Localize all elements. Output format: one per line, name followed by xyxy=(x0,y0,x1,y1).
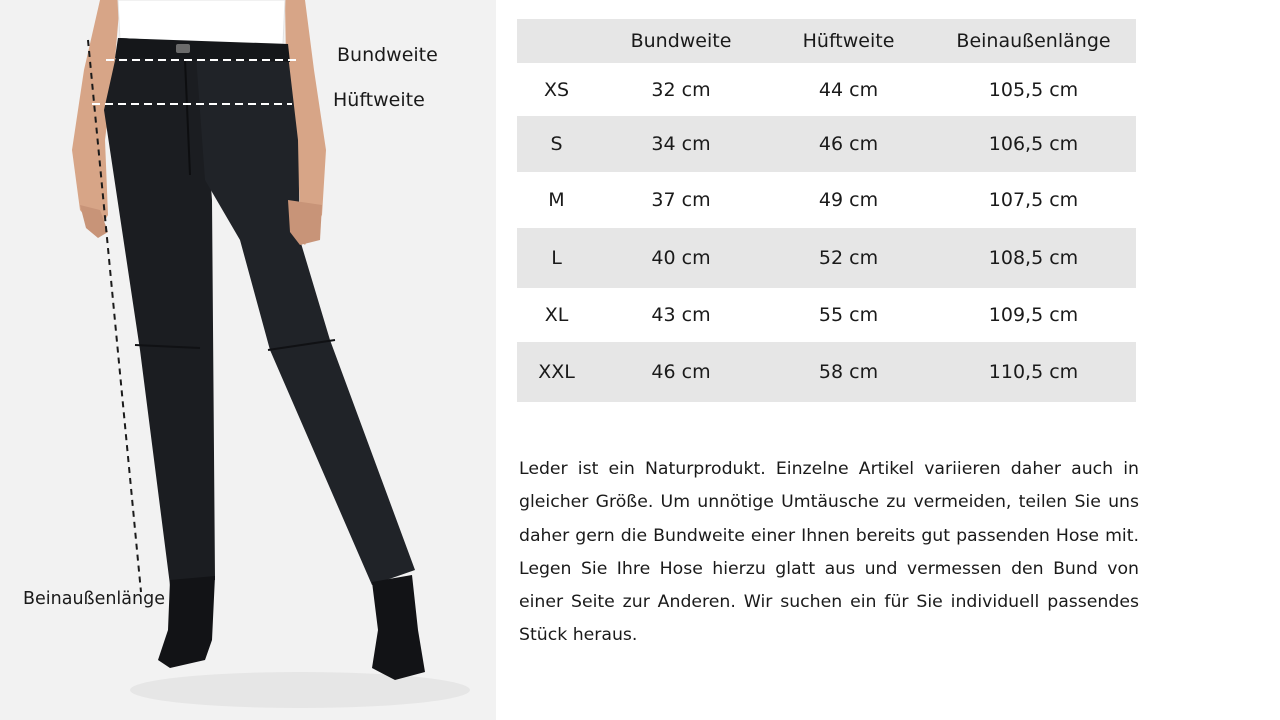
header-waist: Bundweite xyxy=(630,30,732,52)
hip-cell: 52 cm xyxy=(818,247,879,269)
left-leg xyxy=(104,38,215,585)
size-cell: M xyxy=(548,189,565,211)
left-boot xyxy=(158,576,215,668)
hip-cell: 44 cm xyxy=(818,78,879,101)
header-size xyxy=(517,19,596,63)
table-row xyxy=(517,342,1136,402)
size-chart-table xyxy=(517,19,1136,402)
hip-cell: 58 cm xyxy=(818,361,879,383)
outseam-cell: 105,5 cm xyxy=(988,78,1079,101)
table-row xyxy=(517,63,1136,116)
waist-label: Bundweite xyxy=(337,44,438,66)
hip-label: Hüftweite xyxy=(333,89,425,111)
table-row xyxy=(517,116,1136,172)
outseam-cell: 107,5 cm xyxy=(988,189,1079,211)
size-cell: XS xyxy=(543,78,570,101)
table-row xyxy=(517,228,1136,288)
outseam-label: Beinaußenlänge xyxy=(23,589,165,609)
waist-cell: 32 cm xyxy=(651,78,711,101)
header-outseam: Beinaußenlänge xyxy=(956,30,1111,52)
waist-cell: 43 cm xyxy=(651,304,711,326)
header-hip: Hüftweite xyxy=(802,30,895,52)
waist-cell: 40 cm xyxy=(651,247,711,269)
right-boot xyxy=(372,575,425,680)
outseam-cell: 110,5 cm xyxy=(988,361,1079,383)
hip-cell: 46 cm xyxy=(818,133,879,155)
size-cell: L xyxy=(551,247,562,269)
table-row xyxy=(517,288,1136,342)
size-cell: XL xyxy=(544,304,569,326)
white-shirt xyxy=(118,0,285,44)
table-header-row xyxy=(517,19,1136,63)
outseam-cell: 109,5 cm xyxy=(988,304,1079,326)
waist-cell: 37 cm xyxy=(651,189,711,211)
waist-cell: 46 cm xyxy=(651,361,711,383)
floor-shadow xyxy=(130,672,470,708)
outseam-cell: 106,5 cm xyxy=(988,133,1079,155)
leather-notice-text: Leder ist ein Naturprodukt. Einzelne Artikel variieren daher auch in gleicher Größe. Um unnötige Umtäusche zu vermeiden, teilen Sie uns daher gern die Bundweite einer Ihnen bereits gut passenden Hose mit. Legen Sie Ihre Hose hierzu glatt aus und vermessen den Bund von einer Seite zur Anderen. Wir suchen ein für Sie individuell passendes Stück heraus. xyxy=(519,459,1139,646)
waist-cell: 34 cm xyxy=(651,133,711,155)
size-cell: XXL xyxy=(538,361,575,383)
size-cell: S xyxy=(550,133,563,155)
hip-cell: 49 cm xyxy=(818,189,879,211)
button xyxy=(176,44,190,53)
outseam-cell: 108,5 cm xyxy=(988,247,1079,269)
table-row xyxy=(517,172,1136,228)
hip-cell: 55 cm xyxy=(818,304,879,326)
product-photo xyxy=(0,0,496,720)
